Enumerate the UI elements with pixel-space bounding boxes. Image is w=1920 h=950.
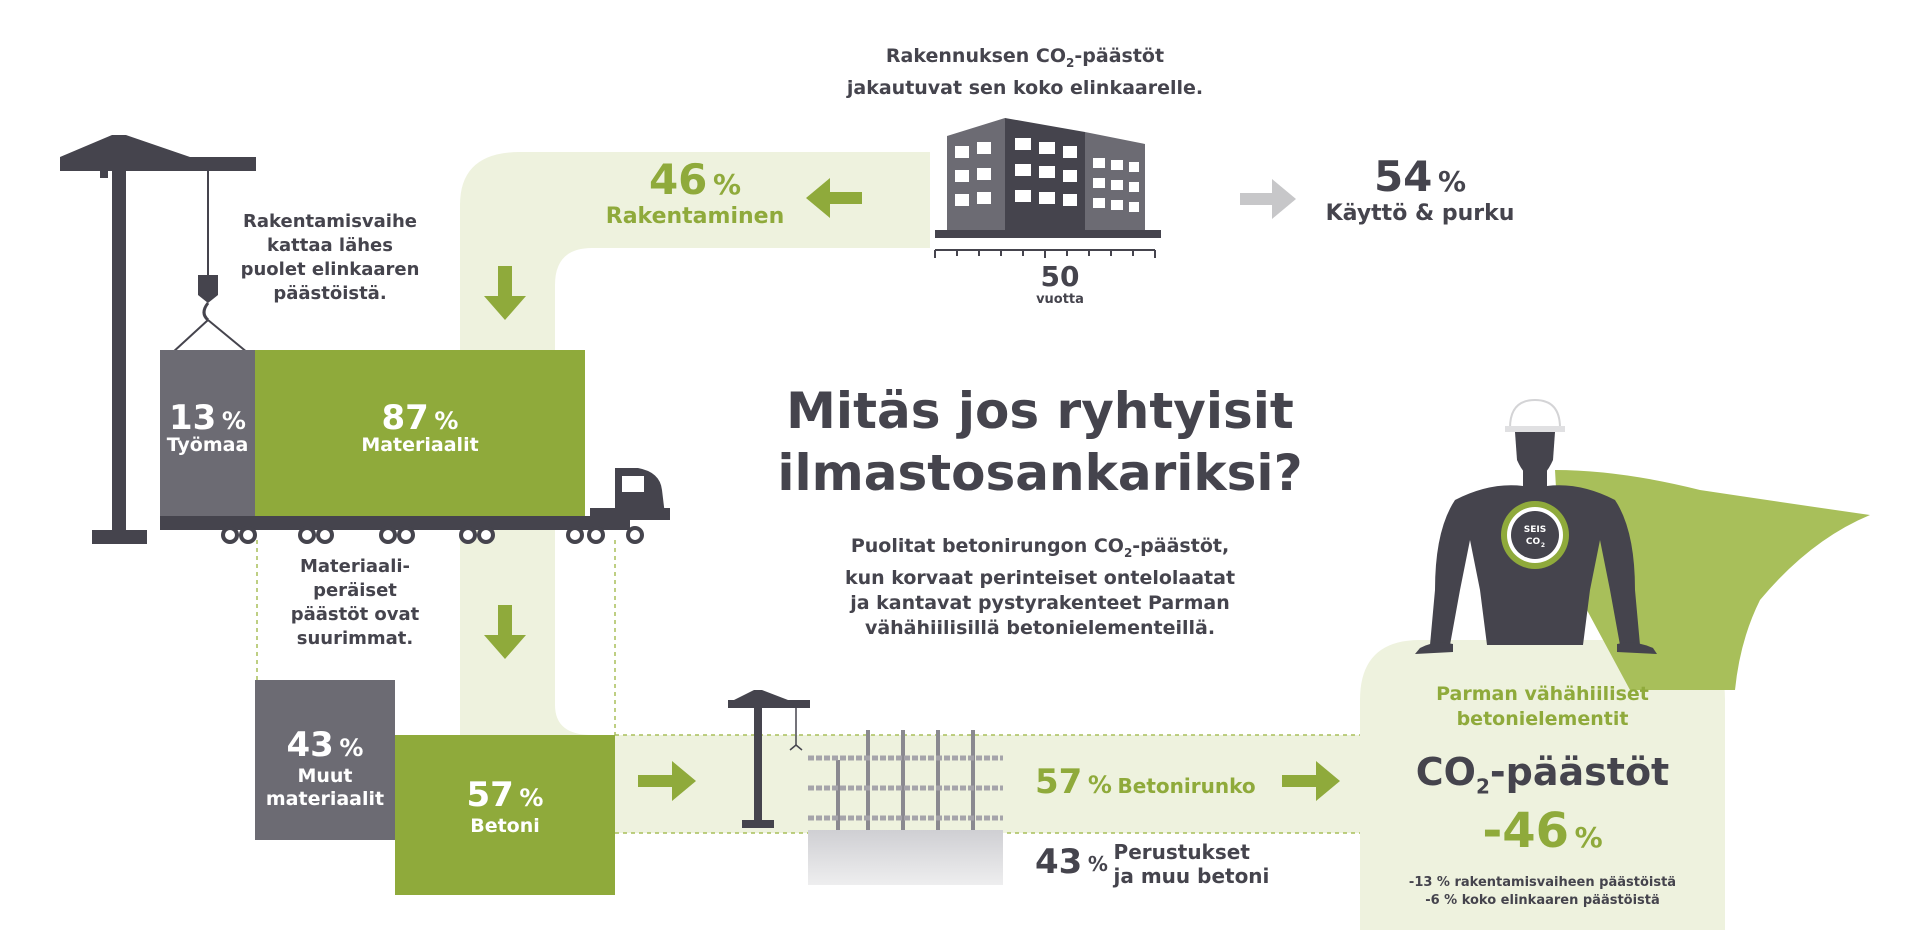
result-note: -6 % koko elinkaaren päästöistä [1425, 893, 1660, 908]
body-line4: vähähiilisillä betonielementeillä. [864, 616, 1216, 639]
down-arrow [484, 266, 526, 320]
result-value [1360, 803, 1725, 859]
note-line: puolet elinkaaren [240, 259, 420, 280]
body-text [810, 534, 1270, 641]
materials-share-unit: % [434, 407, 459, 435]
metric-text: -päästöt [1489, 750, 1670, 794]
use-label: Käyttö & purku [1325, 201, 1515, 226]
result-metric [1360, 750, 1725, 799]
note-line: peräiset [313, 580, 397, 601]
result-card-title [1360, 682, 1725, 732]
headline-line2: ilmastosankariksi? [777, 444, 1303, 502]
other-materials-share [255, 725, 395, 811]
concrete-label: Betoni [470, 815, 540, 837]
title-text: Rakennuksen CO [885, 45, 1067, 67]
metric-subscript: 2 [1475, 774, 1490, 799]
result-value-unit: % [1574, 821, 1603, 854]
note-line: kattaa lähes [267, 235, 393, 256]
use-share [1310, 152, 1530, 226]
foundation-share [1035, 840, 1295, 888]
frame-share [1035, 762, 1295, 802]
use-value: 54 [1373, 152, 1433, 201]
foundation-unit: % [1087, 852, 1108, 876]
other-materials-unit: % [339, 734, 364, 762]
note-line: Materiaali- [299, 556, 411, 577]
concrete-unit: % [519, 784, 544, 812]
other-materials-label: materiaalit [265, 788, 385, 810]
site-share-value: 13 [169, 398, 217, 438]
result-title-line1: Parman vähähiiliset [1436, 683, 1649, 705]
top-title [840, 44, 1210, 101]
lifespan-unit: vuotta [1036, 292, 1084, 307]
body-line1 [810, 534, 1270, 566]
note-line: suurimmat. [296, 628, 414, 649]
metric-text: CO [1415, 750, 1476, 794]
hero-illustration [1395, 390, 1675, 660]
construction-value: 46 [648, 155, 708, 204]
result-note: -13 % rakentamisvaiheen päästöistä [1408, 875, 1677, 890]
result-value-number: -46 [1482, 803, 1570, 859]
top-title-line1 [840, 44, 1210, 76]
use-unit: % [1437, 165, 1467, 198]
small-crane-illustration [728, 690, 818, 830]
lifespan-value: 50 [1040, 260, 1080, 293]
top-title-line2: jakautuvat sen koko elinkaarelle. [846, 76, 1204, 99]
hero-badge-text: SEIS [1523, 525, 1547, 535]
down-arrow [484, 605, 526, 659]
lifespan-label [1010, 262, 1110, 307]
frame-label: Betonirunko [1117, 774, 1256, 798]
foundation-label-line: Perustukset [1113, 840, 1250, 864]
title-text: -päästöt [1074, 45, 1165, 67]
body-text-part: -päästöt, [1132, 535, 1230, 557]
note-line: päästöt ovat [290, 604, 420, 625]
construction-unit: % [712, 168, 742, 201]
materials-share-label: Materiaalit [361, 434, 479, 456]
frame-unit: % [1087, 771, 1112, 799]
body-line3: ja kantavat pystyrakenteet Parman [850, 591, 1230, 614]
note-line: päästöistä. [273, 283, 387, 304]
right-arrow [638, 761, 696, 801]
right-arrow-gray [1240, 179, 1296, 219]
body-subscript: 2 [1123, 545, 1133, 560]
other-materials-value: 43 [286, 725, 334, 765]
site-share-label: Työmaa [166, 434, 249, 456]
title-subscript: 2 [1066, 55, 1075, 70]
hero-badge-subscript: 2 [1540, 542, 1546, 549]
construction-label: Rakentaminen [605, 204, 785, 229]
headline-line1: Mitäs jos ryhtyisit [786, 382, 1294, 440]
body-text-part: Puolitat betonirungon CO [850, 535, 1124, 557]
hero-badge-text: CO [1525, 537, 1541, 547]
construction-share [585, 155, 805, 229]
foundation-label-line: ja muu betoni [1113, 864, 1270, 888]
left-arrow [806, 178, 862, 218]
body-line2: kun korvaat perinteiset ontelolaatat [844, 566, 1236, 589]
note-line: Rakentamisvaihe [243, 211, 417, 232]
site-share-unit: % [221, 407, 246, 435]
other-materials-label: Muut [297, 765, 353, 787]
frame-value: 57 [1035, 762, 1083, 802]
result-title-line2: betonielementit [1456, 708, 1629, 730]
materials-share-value: 87 [381, 398, 429, 438]
result-notes [1360, 874, 1725, 910]
foundation-label [1114, 840, 1270, 888]
concrete-frame-illustration [808, 730, 1008, 890]
foundation-value: 43 [1035, 842, 1083, 882]
headline [760, 380, 1320, 504]
concrete-value: 57 [466, 775, 514, 815]
building-illustration [935, 118, 1165, 238]
concrete-share [395, 775, 615, 837]
